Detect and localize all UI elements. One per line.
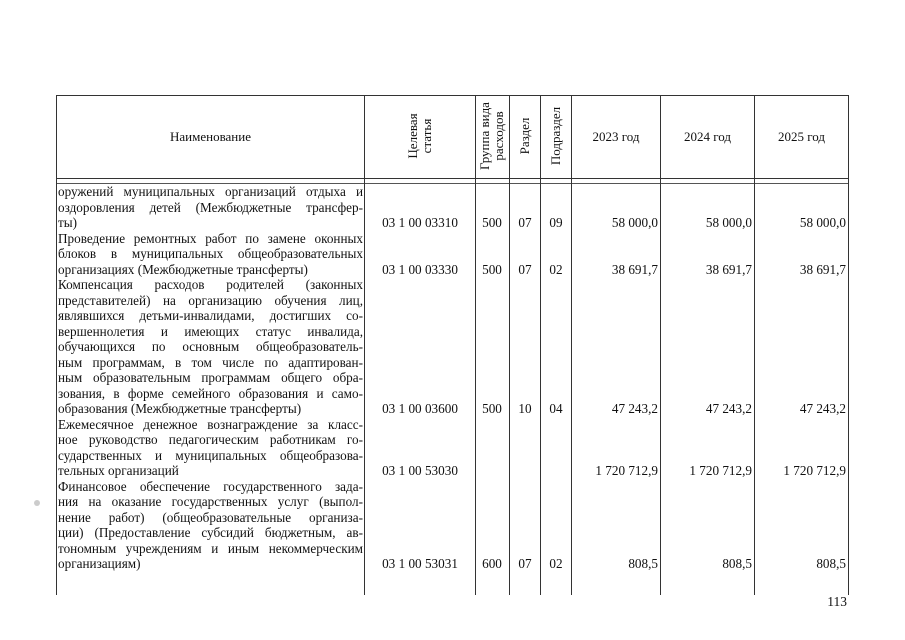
row-0-y2023: 58 000,0 bbox=[611, 215, 658, 230]
row-2-section: 10 bbox=[518, 401, 532, 416]
row-2-y2023: 47 243,2 bbox=[611, 401, 658, 416]
row-1-name-line: организациях (Межбюджетные трансферты) bbox=[58, 261, 308, 277]
row-2-name-line: ным программам, в том числе по адаптирован- bbox=[58, 354, 363, 370]
row-4-name bbox=[58, 479, 363, 572]
col-border-8 bbox=[848, 95, 849, 595]
row-2-y2024: 47 243,2 bbox=[705, 401, 752, 416]
row-4-name-line: нение работ) (общеобразовательные организа- bbox=[58, 509, 363, 525]
row-0-code: 03 1 00 03310 bbox=[382, 215, 458, 230]
row-0-group: 500 bbox=[482, 215, 502, 230]
row-0-name bbox=[58, 184, 363, 231]
header-bottom-border bbox=[56, 178, 849, 179]
header-name: Наименование bbox=[170, 129, 251, 144]
row-4-section: 07 bbox=[518, 556, 532, 571]
row-4-code: 03 1 00 53031 bbox=[382, 556, 458, 571]
row-2-name-line: ным образовательным программам общего обра- bbox=[58, 370, 363, 385]
col-border-4 bbox=[540, 95, 541, 595]
row-3-y2023: 1 720 712,9 bbox=[595, 463, 658, 478]
row-1-group: 500 bbox=[482, 261, 502, 277]
row-4-y2025: 808,5 bbox=[816, 556, 846, 571]
row-1-y2024: 38 691,7 bbox=[705, 261, 752, 277]
row-3-name bbox=[58, 417, 363, 479]
row-1-y2023: 38 691,7 bbox=[611, 261, 658, 277]
header-2024: 2024 год bbox=[684, 129, 731, 144]
row-4-name-line: Финансовое обеспечение государственного зада- bbox=[58, 478, 363, 494]
row-0-name-line: оружений муниципальных организаций отдыха и bbox=[58, 184, 363, 199]
page-number: 113 bbox=[827, 594, 847, 609]
row-3-name-line: тельных организаций bbox=[58, 463, 179, 478]
col-border-1 bbox=[364, 95, 365, 595]
header-section bbox=[511, 95, 539, 177]
row-0-y2025: 58 000,0 bbox=[799, 215, 846, 230]
row-2-group: 500 bbox=[482, 401, 502, 416]
row-2-name-line: образования (Межбюджетные трансферты) bbox=[58, 401, 302, 416]
row-0-section: 07 bbox=[518, 215, 532, 230]
row-4-y2024: 808,5 bbox=[722, 556, 752, 571]
row-2-name-line: являвшихся детьми-инвалидами, достигших со- bbox=[58, 308, 363, 323]
row-1-name-line: Проведение ремонтных работ по замене оконных bbox=[58, 230, 363, 246]
row-0-subsection: 09 bbox=[549, 215, 563, 230]
row-2-name bbox=[58, 277, 363, 417]
row-0-y2024: 58 000,0 bbox=[705, 215, 752, 230]
col-border-3 bbox=[509, 95, 510, 595]
row-2-name-line: представителей) на организацию обучения лиц, bbox=[58, 292, 363, 308]
row-3-y2025: 1 720 712,9 bbox=[783, 463, 846, 478]
header-subsection-text: Подраздел bbox=[548, 106, 563, 166]
header-2023: 2023 год bbox=[592, 129, 640, 144]
row-1-subsection: 02 bbox=[549, 261, 563, 277]
row-4-group: 600 bbox=[482, 556, 502, 571]
row-1-name bbox=[58, 231, 363, 278]
row-1-section: 07 bbox=[518, 261, 532, 277]
row-2-name-line: зования, в форме семейного образования и само- bbox=[58, 385, 363, 401]
header-section-text: Раздел bbox=[517, 117, 532, 155]
row-0-name-line: ты) bbox=[58, 215, 78, 230]
row-4-name-line: ния на оказание государственных услуг (выпол- bbox=[58, 494, 363, 509]
row-0-name-line: оздоровления детей (Межбюджетные трансфер- bbox=[58, 199, 363, 215]
header-2025: 2025 год bbox=[778, 129, 825, 144]
row-3-name-line: Ежемесячное денежное вознаграждение за класс- bbox=[58, 416, 363, 432]
row-3-code: 03 1 00 53030 bbox=[382, 463, 458, 478]
row-2-subsection: 04 bbox=[549, 401, 563, 416]
row-1-y2025: 38 691,7 bbox=[799, 261, 846, 277]
header-subsection bbox=[542, 95, 570, 177]
row-4-name-line: организациям) bbox=[58, 556, 141, 571]
row-4-y2023: 808,5 bbox=[628, 556, 658, 571]
header-code bbox=[387, 95, 453, 177]
header-group-text: Группа вида расходов bbox=[477, 102, 506, 170]
header-code-text: Целевая статья bbox=[405, 113, 434, 159]
row-4-name-line: ции) (Предоставление субсидий бюджетным, ав- bbox=[58, 525, 363, 540]
row-2-code: 03 1 00 03600 bbox=[382, 401, 458, 416]
row-1-code: 03 1 00 03330 bbox=[382, 261, 458, 277]
row-4-name-line: тономным учреждениям и иным некоммерческим bbox=[58, 540, 363, 556]
header-group bbox=[476, 95, 508, 177]
row-2-y2025: 47 243,2 bbox=[799, 401, 846, 416]
row-1-name-line: блоков в муниципальных общеобразовательных bbox=[58, 246, 363, 261]
row-2-name-line: вершеннолетия и имеющих статус инвалида, bbox=[58, 323, 363, 339]
row-2-name-line: Компенсация расходов родителей (законных bbox=[58, 277, 363, 292]
row-3-name-line: сударственных и муниципальных общеобразова- bbox=[58, 447, 363, 463]
row-3-y2024: 1 720 712,9 bbox=[689, 463, 752, 478]
row-2-name-line: обучающихся по основным общеобразователь- bbox=[58, 339, 363, 354]
row-3-name-line: ное руководство педагогическим работникам го- bbox=[58, 432, 363, 447]
scan-dot bbox=[34, 500, 40, 506]
row-4-subsection: 02 bbox=[549, 556, 563, 571]
